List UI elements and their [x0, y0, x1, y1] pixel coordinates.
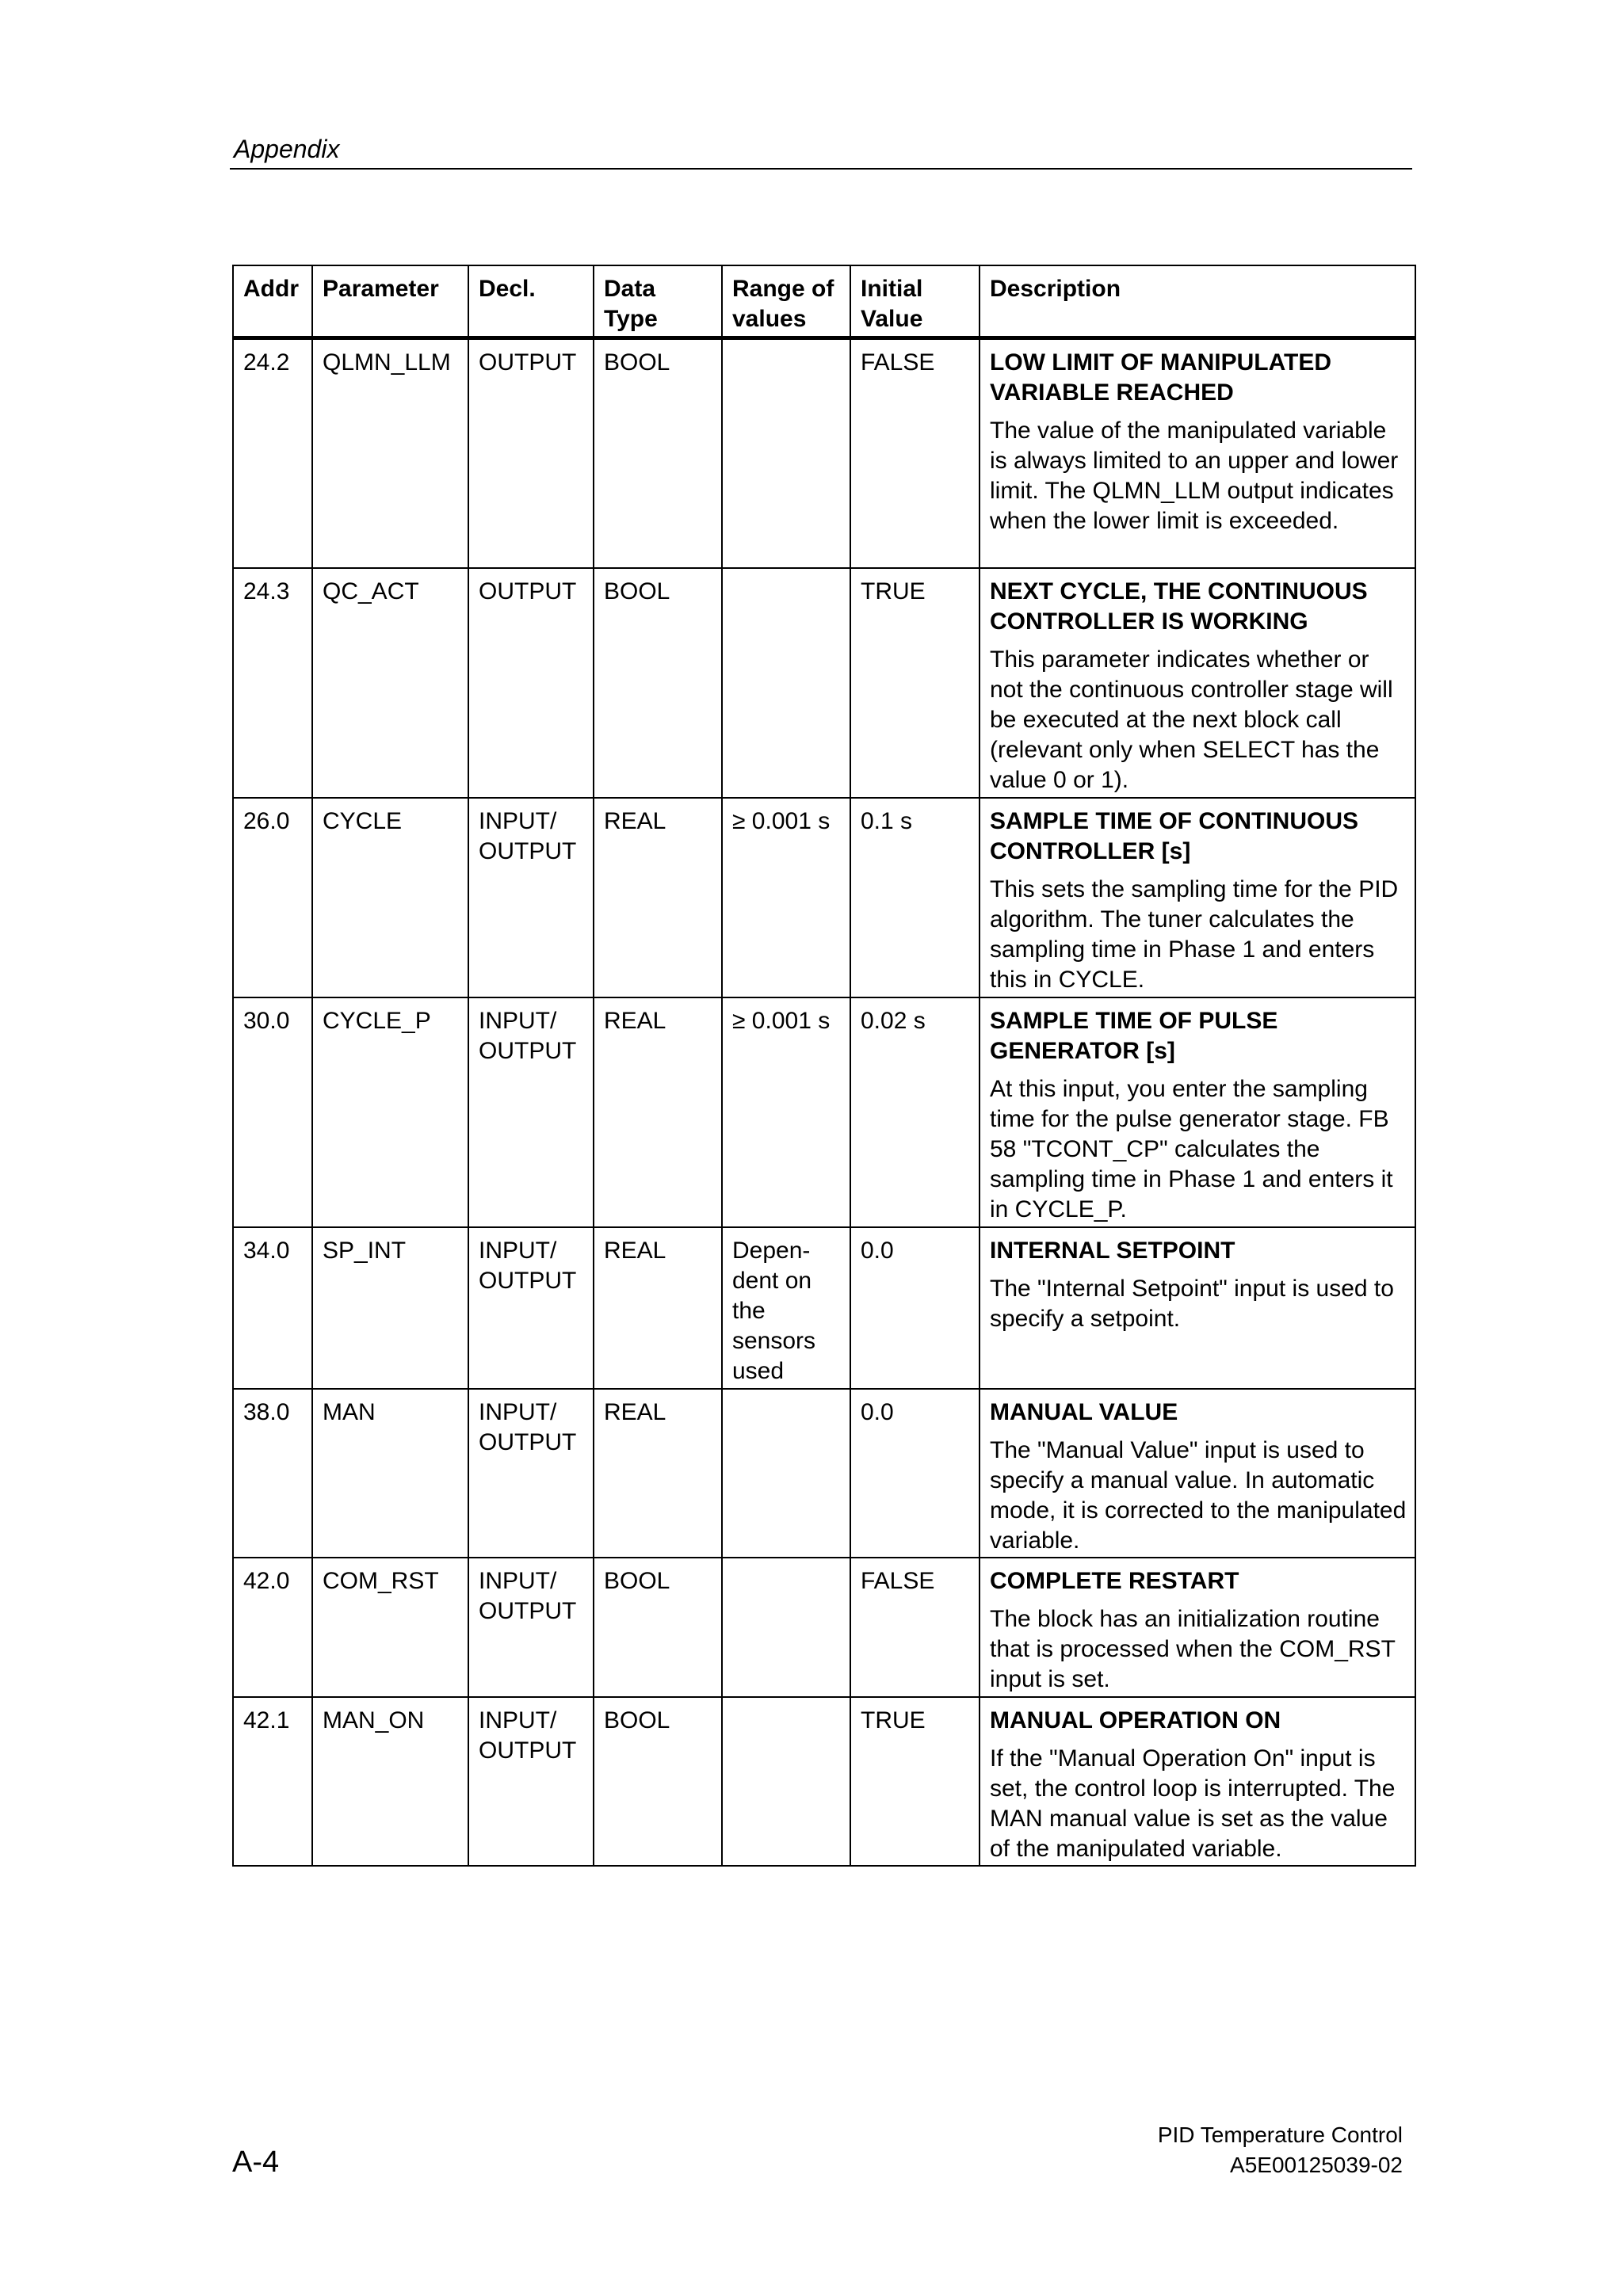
cell-parameter: SP_INT [312, 1227, 468, 1389]
cell-addr: 24.2 [233, 338, 312, 568]
cell-data-type: REAL [594, 798, 722, 997]
parameter-table [232, 265, 1416, 1867]
cell-initial: FALSE [850, 338, 980, 568]
col-header-data-type: Data Type [594, 265, 722, 338]
cell-decl: INPUT/ OUTPUT [468, 1227, 594, 1389]
description-title: MANUAL VALUE [990, 1398, 1178, 1425]
description-title: INTERNAL SETPOINT [990, 1237, 1235, 1264]
cell-decl: INPUT/ OUTPUT [468, 798, 594, 997]
cell-range [722, 338, 850, 568]
cell-decl: OUTPUT [468, 568, 594, 798]
page-header-title: Appendix [234, 135, 340, 163]
cell-addr: 24.3 [233, 568, 312, 798]
description-body: The value of the manipulated variable is always limited to an upper and lower limit. The QLMN_LLM output indicates when the lower limit is exceeded. [990, 418, 1399, 534]
table-row [233, 568, 1415, 798]
footer-doc-number: A5E00125039-02 [1230, 2153, 1403, 2177]
cell-parameter: CYCLE [312, 798, 468, 997]
cell-range: ≥ 0.001 s [722, 997, 850, 1227]
cell-data-type: REAL [594, 1227, 722, 1389]
col-header-description: Description [980, 265, 1415, 338]
cell-initial: 0.0 [850, 1389, 980, 1558]
col-header-parameter: Parameter [312, 265, 468, 338]
cell-description [980, 1389, 1415, 1558]
description-body: This parameter indicates whether or not the continuous controller stage will be executed at the next block call (relevant only when SELECT has the value 0 or 1). [990, 646, 1393, 793]
cell-range [722, 1389, 850, 1558]
cell-addr: 38.0 [233, 1389, 312, 1558]
cell-decl: OUTPUT [468, 338, 594, 568]
table-row [233, 338, 1415, 568]
description-body: The block has an initialization routine that is processed when the COM_RST input is set. [990, 1605, 1396, 1692]
cell-data-type: REAL [594, 997, 722, 1227]
cell-parameter: MAN [312, 1389, 468, 1558]
footer-doc-info [1158, 2120, 1403, 2180]
table-row [233, 1227, 1415, 1389]
cell-description [980, 338, 1415, 568]
description-title: MANUAL OPERATION ON [990, 1707, 1281, 1733]
col-header-range: Range of values [722, 265, 850, 338]
cell-addr: 42.0 [233, 1558, 312, 1697]
cell-initial: TRUE [850, 1697, 980, 1866]
page-number: A-4 [232, 2145, 280, 2179]
cell-decl: INPUT/ OUTPUT [468, 997, 594, 1227]
cell-addr: 26.0 [233, 798, 312, 997]
cell-data-type: BOOL [594, 338, 722, 568]
table-row [233, 997, 1415, 1227]
description-title: SAMPLE TIME OF CONTINUOUS CONTROLLER [s] [990, 807, 1358, 864]
col-header-initial: Initial Value [850, 265, 980, 338]
cell-data-type: REAL [594, 1389, 722, 1558]
cell-description [980, 1227, 1415, 1389]
col-header-addr: Addr [233, 265, 312, 338]
cell-description [980, 798, 1415, 997]
description-title: NEXT CYCLE, THE CONTINUOUS CONTROLLER IS WORKING [990, 578, 1368, 635]
table-row [233, 1697, 1415, 1866]
cell-range [722, 1697, 850, 1866]
cell-description [980, 1558, 1415, 1697]
cell-range [722, 1558, 850, 1697]
cell-addr: 42.1 [233, 1697, 312, 1866]
cell-initial: 0.02 s [850, 997, 980, 1227]
col-header-decl: Decl. [468, 265, 594, 338]
cell-decl: INPUT/ OUTPUT [468, 1389, 594, 1558]
description-body: The "Manual Value" input is used to specify a manual value. In automatic mode, it is corrected to the manipulated variable. [990, 1436, 1407, 1554]
footer-doc-title: PID Temperature Control [1157, 2122, 1403, 2147]
description-body: The "Internal Setpoint" input is used to specify a setpoint. [990, 1275, 1394, 1332]
cell-data-type: BOOL [594, 1697, 722, 1866]
cell-parameter: CYCLE_P [312, 997, 468, 1227]
cell-initial: 0.1 s [850, 798, 980, 997]
description-body: If the "Manual Operation On" input is set, the control loop is interrupted. The MAN manual value is set as the value of the manipulated variable. [990, 1745, 1396, 1862]
description-title: COMPLETE RESTART [990, 1567, 1239, 1594]
cell-addr: 34.0 [233, 1227, 312, 1389]
table-row [233, 1389, 1415, 1558]
description-body: At this input, you enter the sampling time for the pulse generator stage. FB 58 "TCONT_CP" calculates the sampling time in Phase 1 and enters it in CYCLE_P. [990, 1075, 1393, 1222]
table-header-row [233, 265, 1415, 338]
cell-range [722, 568, 850, 798]
table-row [233, 1558, 1415, 1697]
cell-addr: 30.0 [233, 997, 312, 1227]
cell-description [980, 568, 1415, 798]
description-body: This sets the sampling time for the PID algorithm. The tuner calculates the sampling time in Phase 1 and enters this in CYCLE. [990, 875, 1399, 993]
header-divider [230, 168, 1412, 170]
cell-parameter: COM_RST [312, 1558, 468, 1697]
cell-range: ≥ 0.001 s [722, 798, 850, 997]
description-title: LOW LIMIT OF MANIPULATED VARIABLE REACHED [990, 349, 1332, 406]
cell-data-type: BOOL [594, 568, 722, 798]
cell-initial: 0.0 [850, 1227, 980, 1389]
cell-description [980, 1697, 1415, 1866]
cell-parameter: QLMN_LLM [312, 338, 468, 568]
cell-parameter: MAN_ON [312, 1697, 468, 1866]
cell-initial: TRUE [850, 568, 980, 798]
table-row [233, 798, 1415, 997]
cell-decl: INPUT/ OUTPUT [468, 1697, 594, 1866]
cell-decl: INPUT/ OUTPUT [468, 1558, 594, 1697]
cell-description [980, 997, 1415, 1227]
cell-data-type: BOOL [594, 1558, 722, 1697]
cell-initial: FALSE [850, 1558, 980, 1697]
description-title: SAMPLE TIME OF PULSE GENERATOR [s] [990, 1007, 1278, 1064]
cell-range: Depen- dent on the sensors used [722, 1227, 850, 1389]
cell-parameter: QC_ACT [312, 568, 468, 798]
